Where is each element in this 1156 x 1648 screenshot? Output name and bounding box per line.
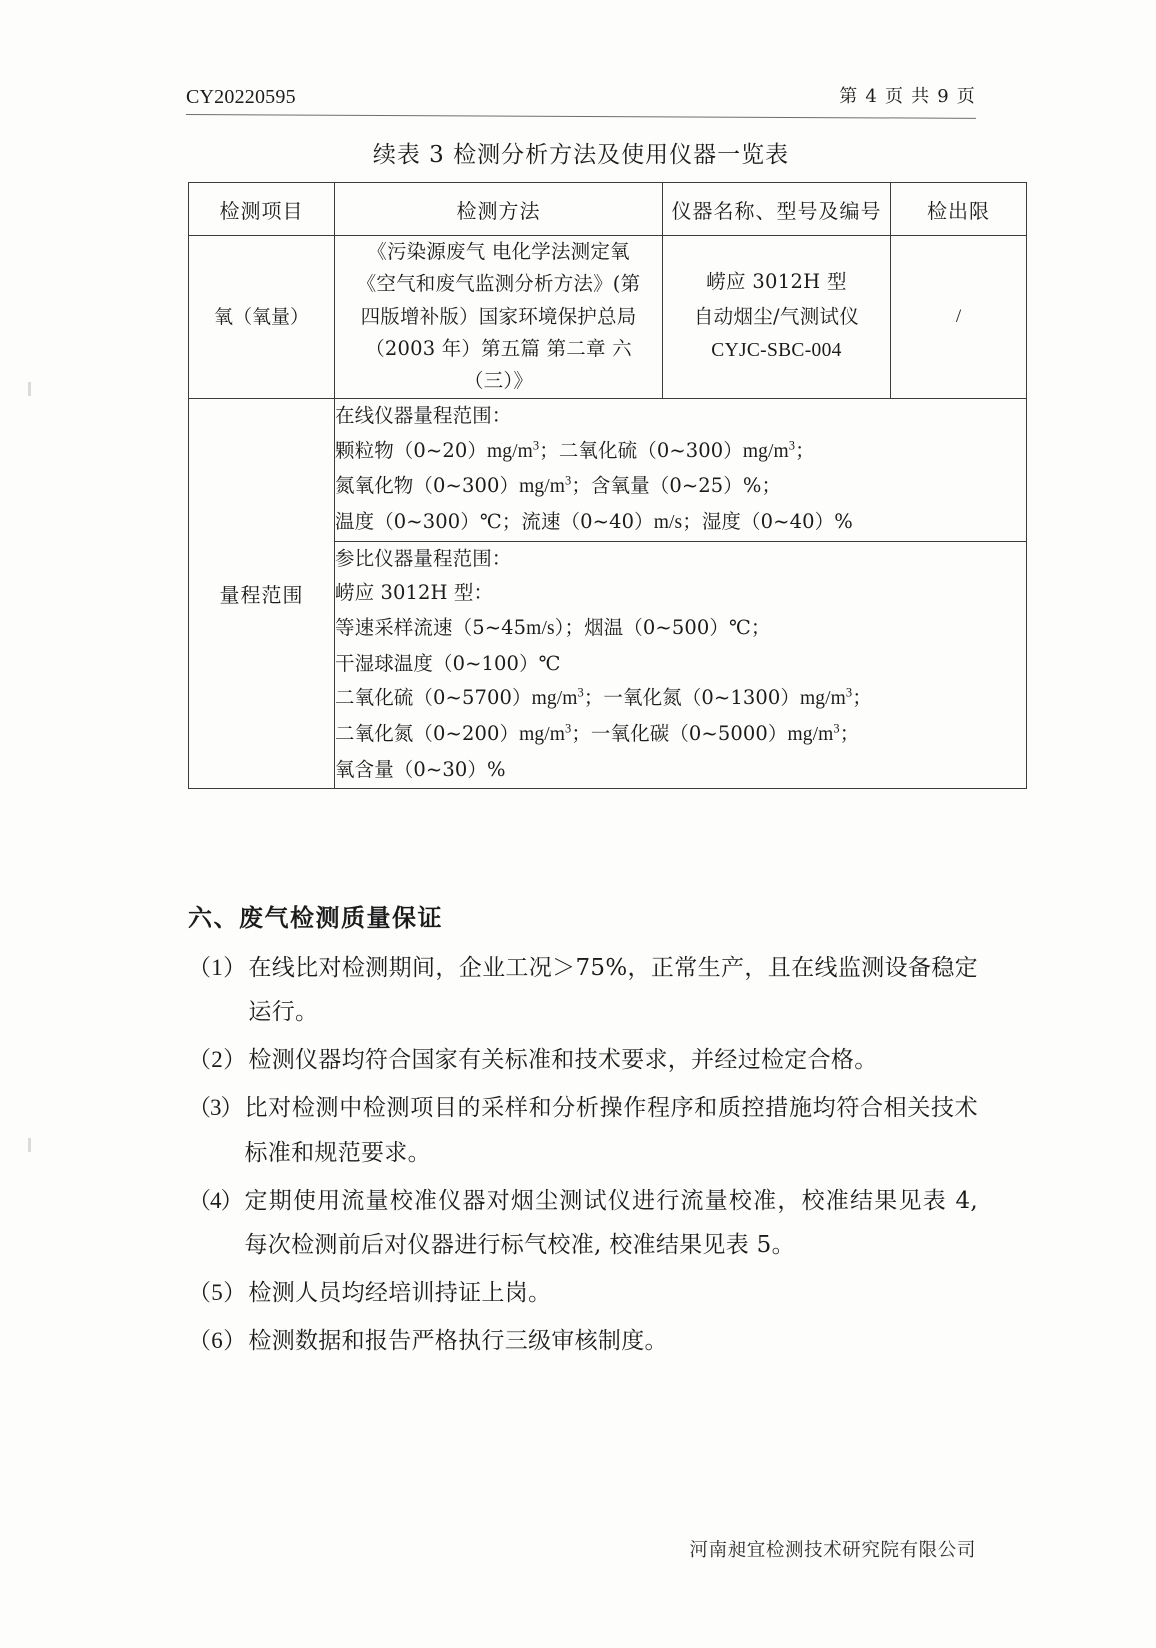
reference-range-line: 氧含量（0~30）% bbox=[335, 757, 506, 781]
list-item-number: （2） bbox=[188, 1047, 247, 1073]
document-code: CY20220595 bbox=[186, 86, 296, 108]
list-item-text: 比对检测中检测项目的采样和分析操作程序和质控措施均符合相关技术标准和规范要求。 bbox=[244, 1095, 978, 1166]
list-item-text: 定期使用流量校准仪器对烟尘测试仪进行流量校准，校准结果见表 4, 每次检测前后对仪器进行标气校准, 校准结果见表 5。 bbox=[244, 1187, 978, 1258]
list-item bbox=[188, 1179, 978, 1267]
list-item-number: （6） bbox=[188, 1328, 247, 1354]
methods-table-wrapper bbox=[188, 182, 1028, 789]
instrument-line: 崂应 3012H 型 bbox=[706, 269, 847, 293]
cell-reference-range bbox=[335, 541, 1027, 788]
reference-range-line: 二氧化氮$(0\sim 200)mg/m^3$；一氧化碳$(0\sim 5000)mg/m^3$； bbox=[335, 721, 860, 746]
col-header-item: 检测项目 bbox=[189, 183, 335, 236]
col-header-lod: 检出限 bbox=[891, 183, 1027, 236]
document-footer: 河南昶宜检测技术研究院有限公司 bbox=[689, 1540, 976, 1561]
col-header-instrument: 仪器名称、型号及编号 bbox=[663, 183, 891, 236]
cell-item-range: 量程范围 bbox=[189, 398, 335, 788]
instrument-line: CYJC-SBC-004 bbox=[711, 340, 842, 362]
reference-range-line: 干湿球温度（0~100）℃ bbox=[335, 651, 561, 675]
document-header bbox=[186, 82, 976, 109]
reference-range-model: 崂应 3012H 型： bbox=[335, 581, 494, 605]
table-row bbox=[189, 398, 1027, 541]
list-item bbox=[188, 1038, 978, 1082]
list-item-number: （1） bbox=[188, 955, 247, 980]
list-item-number: （5） bbox=[188, 1280, 247, 1306]
list-item bbox=[188, 946, 978, 1034]
cell-lod-oxygen: / bbox=[891, 236, 1027, 399]
header-divider bbox=[186, 114, 976, 119]
cell-instrument-oxygen bbox=[663, 236, 891, 399]
reference-range-title: 参比仪器量程范围： bbox=[335, 546, 512, 570]
list-item-number: （3） bbox=[188, 1095, 243, 1121]
reference-range-line: 等速采样流速（5~45m/s）；烟温（0~500）℃； bbox=[335, 616, 771, 640]
instrument-line: 自动烟尘/气测试仪 bbox=[693, 304, 860, 328]
online-range-line: 氮氧化物$(0\sim 300)mg/m^3$；含氧量（0~25）%； bbox=[335, 473, 782, 498]
table-caption: 续表 3 检测分析方法及使用仪器一览表 bbox=[372, 142, 790, 168]
list-item-text: 检测人员均经培训持证上岗。 bbox=[248, 1280, 552, 1307]
method-line: 《污染源废气 电化学法测定氧 bbox=[367, 240, 630, 263]
list-item bbox=[188, 1271, 978, 1315]
list-item-text: 检测数据和报告严格执行三级审核制度。 bbox=[248, 1328, 668, 1355]
quality-assurance-list bbox=[188, 946, 978, 1367]
cell-online-range bbox=[335, 398, 1027, 541]
list-item bbox=[188, 1319, 978, 1363]
col-header-method: 检测方法 bbox=[335, 183, 663, 236]
methods-table bbox=[188, 182, 1027, 789]
section-title: 六、废气检测质量保证 bbox=[188, 903, 443, 932]
method-line: （三）》 bbox=[463, 369, 534, 393]
scan-artifact-marks bbox=[28, 0, 42, 1648]
method-line: 四版增补版）国家环境保护总局 bbox=[360, 304, 637, 328]
online-range-line: 温度（0~300）℃；流速（0~40）m/s；湿度（0~40）% bbox=[335, 509, 853, 533]
online-range-line: 颗粒物$(0\sim 20)mg/m^3$；二氧化硫$(0\sim 300)mg/m^3$； bbox=[335, 438, 815, 462]
list-item-text: 在线比对检测期间，企业工况＞75%，正常生产，且在线监测设备稳定运行。 bbox=[248, 955, 978, 1026]
method-line: （2003 年）第五篇 第二章 六 bbox=[365, 337, 632, 361]
list-item-text: 检测仪器均符合国家有关标准和技术要求，并经过检定合格。 bbox=[248, 1047, 878, 1074]
table-header-row bbox=[189, 183, 1027, 236]
method-line: 《空气和废气监测分析方法》(第 bbox=[356, 272, 641, 296]
list-item-number: （4） bbox=[188, 1187, 243, 1213]
online-range-title: 在线仪器量程范围： bbox=[335, 403, 512, 427]
cell-method-oxygen bbox=[335, 236, 663, 399]
list-item bbox=[188, 1086, 978, 1174]
cell-item-oxygen: 氧（氧量） bbox=[189, 236, 335, 399]
reference-range-line: 二氧化硫$(0\sim 5700)mg/m^3$；一氧化氮$(0\sim 1300)mg/m^3$； bbox=[335, 685, 872, 710]
table-row bbox=[189, 236, 1027, 399]
page-number: 第 4 页 共 9 页 bbox=[839, 86, 976, 107]
